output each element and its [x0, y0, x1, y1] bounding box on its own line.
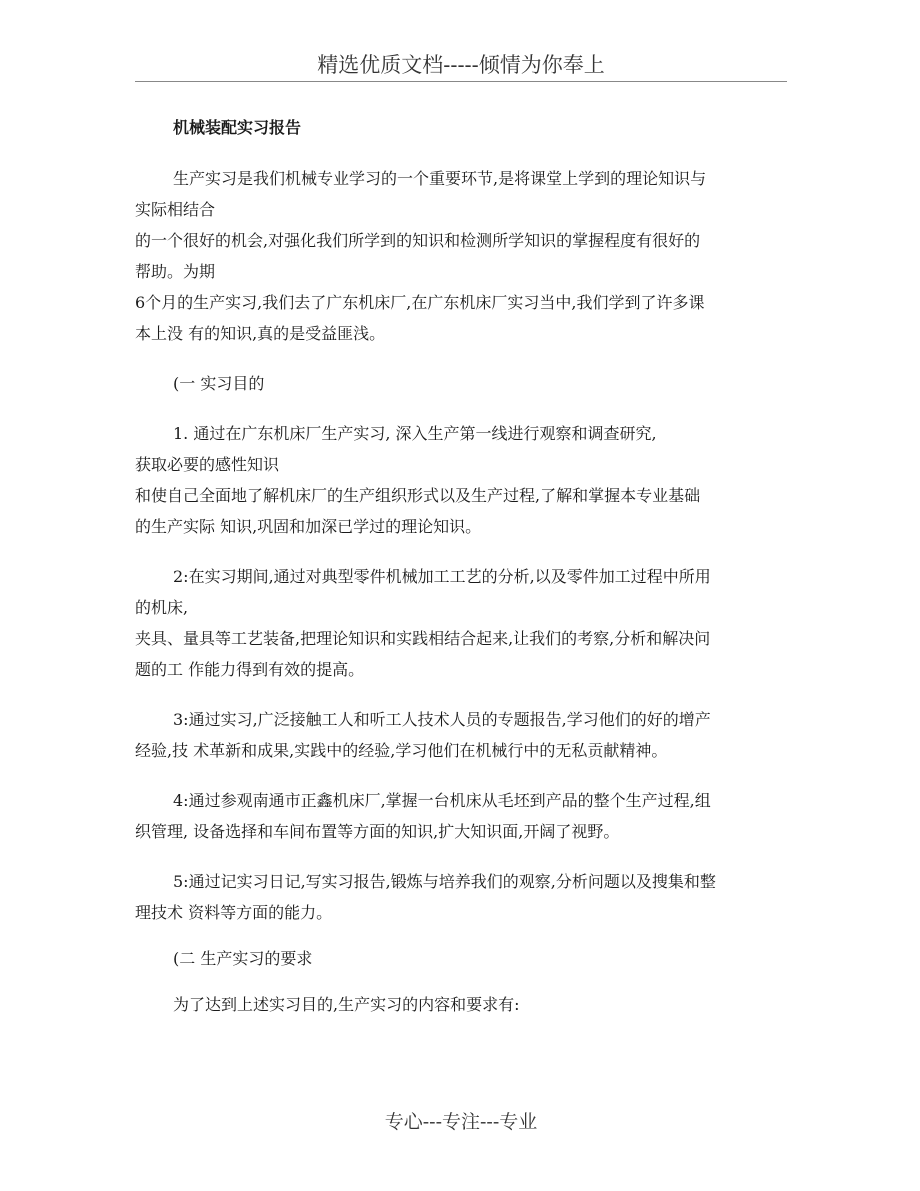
purpose-item-4	[135, 785, 787, 847]
text-line: 4:通过参观南通市正鑫机床厂,掌握一台机床从毛坯到产品的整个生产过程,组	[173, 791, 711, 810]
text-line: 生产实习是我们机械专业学习的一个重要环节,是将课堂上学到的理论知识与	[173, 169, 707, 188]
document-title: 机械装配实习报告	[173, 118, 302, 137]
text-line: 的机床,	[135, 598, 189, 617]
text-line: 实际相结合	[135, 200, 216, 219]
header-divider	[135, 81, 787, 82]
text-line: 3:通过实习,广泛接触工人和听工人技术人员的专题报告,学习他们的好的增产	[173, 710, 711, 729]
text-line: 帮助。为期	[135, 262, 216, 281]
text-line: 本上没 有的知识,真的是受益匪浅。	[135, 324, 386, 343]
text-line: 1. 通过在广东机床厂生产实习, 深入生产第一线进行观察和调查研究,	[173, 424, 657, 443]
text-line: 织管理, 设备选择和车间布置等方面的知识,扩大知识面,开阔了视野。	[135, 822, 620, 841]
text-line: 5:通过记实习日记,写实习报告,锻炼与培养我们的观察,分析问题以及搜集和整	[173, 872, 716, 891]
text-line: 夹具、量具等工艺装备,把理论知识和实践相结合起来,让我们的考察,分析和解决问	[135, 629, 711, 648]
text-line: 理技术 资料等方面的能力。	[135, 903, 333, 922]
text-line: 6个月的生产实习,我们去了广东机床厂,在广东机床厂实习当中,我们学到了许多课	[135, 293, 705, 312]
purpose-item-5	[135, 866, 787, 928]
text-line: 的一个很好的机会,对强化我们所学到的知识和检测所学知识的掌握程度有很好的	[135, 231, 701, 250]
purpose-item-3	[135, 704, 787, 766]
text-line: 经验,技 术革新和成果,实践中的经验,学习他们在机械行中的无私贡献精神。	[135, 741, 668, 760]
document-body	[135, 110, 787, 1020]
section-heading-purpose: (一 实习目的	[173, 374, 265, 393]
section-heading-requirements: (二 生产实习的要求	[173, 949, 313, 968]
requirements-intro: 为了达到上述实习目的,生产实习的内容和要求有:	[173, 995, 520, 1014]
text-line: 和使自己全面地了解机床厂的生产组织形式以及生产过程,了解和掌握本专业基础	[135, 486, 701, 505]
purpose-item-1	[135, 418, 787, 542]
text-line: 的生产实际 知识,巩固和加深已学过的理论知识。	[135, 517, 482, 536]
text-line: 获取必要的感性知识	[135, 455, 280, 474]
text-line: 2:在实习期间,通过对典型零件机械加工工艺的分析,以及零件加工过程中所用	[173, 567, 711, 586]
page-footer: 专心---专注---专业	[384, 1111, 538, 1133]
purpose-item-2	[135, 561, 787, 685]
page-header: 精选优质文档-----倾情为你奉上	[317, 53, 605, 77]
text-line: 题的工 作能力得到有效的提高。	[135, 660, 365, 679]
intro-paragraph	[135, 163, 787, 349]
